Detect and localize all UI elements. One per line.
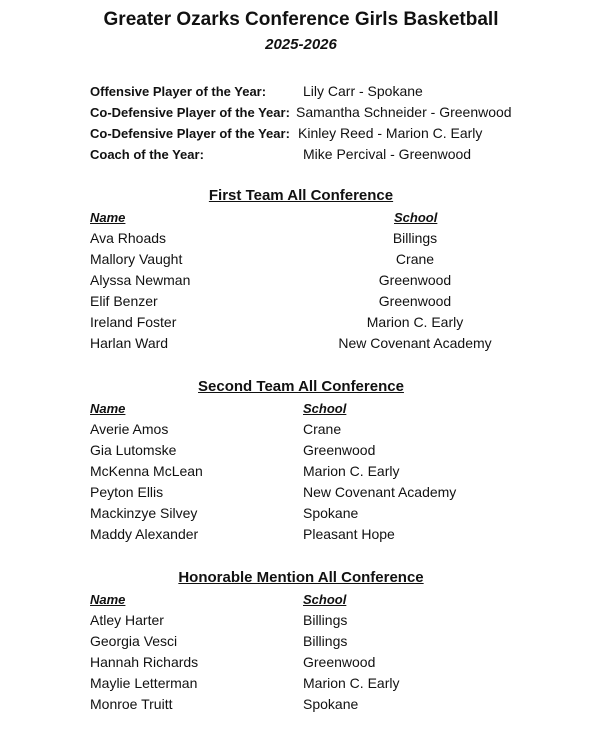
award-value: Mike Percival - Greenwood bbox=[303, 146, 472, 162]
table-row bbox=[0, 461, 602, 482]
player-school: Spokane bbox=[303, 696, 359, 712]
player-school: Spokane bbox=[303, 505, 359, 521]
school-column-header: School bbox=[303, 401, 347, 416]
player-school: Greenwood bbox=[303, 654, 376, 670]
player-name: Mackinzye Silvey bbox=[90, 505, 198, 521]
table-row bbox=[0, 482, 602, 503]
document-title: Greater Ozarks Conference Girls Basketball bbox=[103, 9, 499, 30]
player-name: Monroe Truitt bbox=[90, 696, 173, 712]
table-row bbox=[0, 503, 602, 524]
player-name: Maylie Letterman bbox=[90, 675, 198, 691]
award-value: Lily Carr - Spokane bbox=[303, 83, 423, 99]
school-column-header: School bbox=[394, 210, 438, 225]
player-school: Pleasant Hope bbox=[303, 526, 395, 542]
player-school: Crane bbox=[303, 421, 342, 437]
award-row bbox=[90, 123, 570, 144]
name-column-header: Name bbox=[90, 401, 126, 416]
section-title: Second Team All Conference bbox=[198, 378, 404, 395]
table-row bbox=[0, 440, 602, 461]
table-row bbox=[0, 419, 602, 440]
table-row bbox=[0, 652, 602, 673]
player-name: Peyton Ellis bbox=[90, 484, 164, 500]
player-name: Maddy Alexander bbox=[90, 526, 199, 542]
table-row bbox=[0, 524, 602, 545]
player-school: New Covenant Academy bbox=[338, 335, 492, 351]
name-column-header: Name bbox=[90, 592, 126, 607]
player-school: Billings bbox=[392, 230, 438, 246]
player-name: Harlan Ward bbox=[90, 335, 169, 351]
table-row bbox=[0, 249, 602, 270]
award-row bbox=[90, 102, 570, 123]
award-label: Coach of the Year: bbox=[90, 147, 204, 162]
player-name: Elif Benzer bbox=[90, 293, 158, 309]
table-row bbox=[0, 694, 602, 715]
player-school: Marion C. Early bbox=[366, 314, 464, 330]
award-label: Co-Defensive Player of the Year: bbox=[90, 105, 290, 120]
table-row bbox=[0, 610, 602, 631]
table-row bbox=[0, 673, 602, 694]
award-row bbox=[90, 144, 570, 165]
player-school: Crane bbox=[395, 251, 435, 267]
table-row bbox=[0, 333, 602, 354]
section-title: Honorable Mention All Conference bbox=[178, 569, 424, 586]
award-value: Samantha Schneider - Greenwood bbox=[296, 104, 512, 120]
player-school: Billings bbox=[303, 633, 348, 649]
player-name: Gia Lutomske bbox=[90, 442, 177, 458]
award-label: Co-Defensive Player of the Year: bbox=[90, 126, 290, 141]
player-school: Billings bbox=[303, 612, 348, 628]
awards-list bbox=[90, 81, 570, 165]
school-column-header: School bbox=[303, 592, 347, 607]
player-name: Mallory Vaught bbox=[90, 251, 183, 267]
award-value: Kinley Reed - Marion C. Early bbox=[298, 125, 483, 141]
table-row bbox=[0, 312, 602, 333]
table-row bbox=[0, 631, 602, 652]
award-row bbox=[90, 81, 570, 102]
section-title: First Team All Conference bbox=[208, 187, 394, 204]
player-name: Hannah Richards bbox=[90, 654, 199, 670]
player-name: Alyssa Newman bbox=[90, 272, 191, 288]
player-name: Ava Rhoads bbox=[90, 230, 167, 246]
table-row bbox=[0, 291, 602, 312]
player-name: McKenna McLean bbox=[90, 463, 203, 479]
player-school: Greenwood bbox=[378, 293, 452, 309]
player-school: Greenwood bbox=[303, 442, 376, 458]
player-school: Marion C. Early bbox=[303, 675, 400, 691]
player-school: Marion C. Early bbox=[303, 463, 400, 479]
season-subtitle: 2025-2026 bbox=[265, 36, 337, 53]
award-label: Offensive Player of the Year: bbox=[90, 84, 267, 99]
player-name: Averie Amos bbox=[90, 421, 169, 437]
player-school: New Covenant Academy bbox=[303, 484, 457, 500]
player-name: Ireland Foster bbox=[90, 314, 177, 330]
player-name: Atley Harter bbox=[90, 612, 164, 628]
table-row bbox=[0, 228, 602, 249]
name-column-header: Name bbox=[90, 210, 126, 225]
table-row bbox=[0, 270, 602, 291]
player-name: Georgia Vesci bbox=[90, 633, 178, 649]
player-school: Greenwood bbox=[378, 272, 452, 288]
